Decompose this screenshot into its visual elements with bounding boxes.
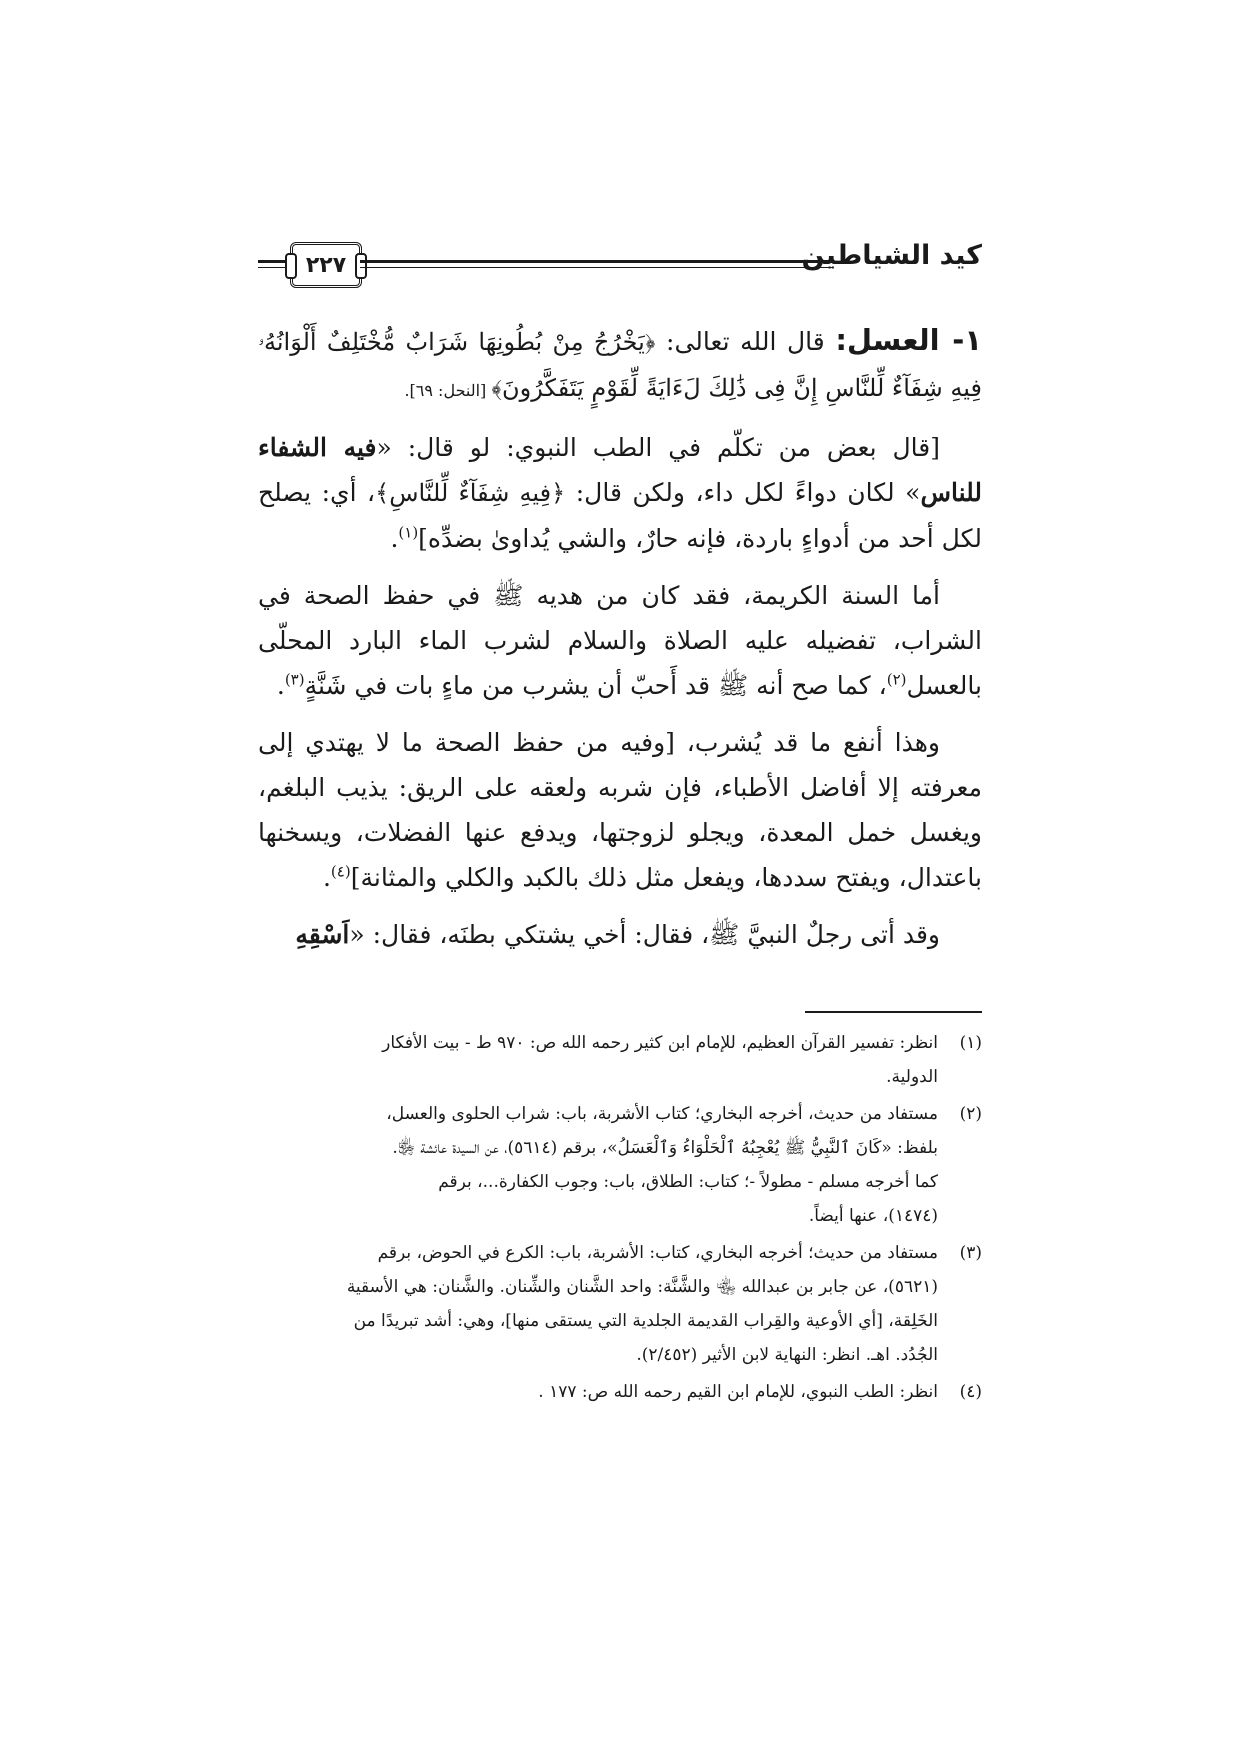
footnote-2 xyxy=(258,1097,982,1233)
header-rule-left xyxy=(258,260,288,268)
text-span: » لكان دواءً لكل داء، ولكن قال: xyxy=(565,478,921,507)
footnote-line: كما أخرجه مسلم - مطولاً -؛ كتاب: الطلاق، باب: وجوب الكفارة...، برقم xyxy=(438,1172,938,1192)
page-number-badge: ٢٢٧ xyxy=(290,242,362,288)
paragraph-honey-verse xyxy=(258,318,982,413)
paragraph-benefits xyxy=(258,720,982,900)
footnote-text xyxy=(258,1375,938,1409)
footnote-text xyxy=(258,1236,938,1372)
text-span: [قال بعض من تكلّم في الطب النبوي: لو قال: « xyxy=(376,433,940,462)
footnote-ref-4[interactable]: (٤) xyxy=(330,862,351,881)
text-span: . xyxy=(276,671,285,700)
text-span: وقد أتى رجلٌ النبيَّ ﷺ، فقال: أخي يشتكي بطنَه، فقال: « xyxy=(349,920,940,949)
footnote-number: (٢) xyxy=(959,1104,982,1124)
footnote-line: مستفاد من حديث؛ أخرجه البخاري، كتاب: الأشربة، باب: الكرع في الحوض، برقم xyxy=(377,1243,938,1263)
footnotes xyxy=(258,1026,982,1412)
paragraph-hadith-start xyxy=(258,912,982,957)
footnote-1 xyxy=(258,1026,982,1094)
running-title: كيد الشياطين xyxy=(801,240,982,271)
paragraph-sunnah xyxy=(258,573,982,708)
verse-reference: [النحل: ٦٩]. xyxy=(404,381,492,400)
footnote-line: بلفظ: «كَانَ ٱلنَّبِيُّ ﷺ يُعْجِبُهُ ٱلْحَلْوَاءُ وَٱلْعَسَلُ»، برقم (٥٦١٤)، عن السيدة عائشة ﵂. xyxy=(392,1138,938,1158)
text-span: ، كما صح أنه ﷺ قد أَحبّ أن يشرب من ماءٍ بات في شَنَّةٍ xyxy=(304,671,887,700)
quran-verse: ﴿يَخْرُجُ مِنْ بُطُونِهَا شَرَابٌ مُّخْتَلِفٌ أَلْوَانُهُۥ فِيهِ شِفَآءٌ لِّلنَّاسِ إِنَّ فِى ذَٰلِكَ لَءَايَةً لِّقَوْمٍ يَتَفَكَّرُونَ﴾ xyxy=(258,328,982,402)
footnote-line: انظر: تفسير القرآن العظيم، للإمام ابن كثير رحمه الله ص: ٩٧٠ ط - بيت الأفكار xyxy=(382,1033,938,1053)
page-header xyxy=(258,240,982,290)
footnote-number: (٣) xyxy=(959,1243,982,1263)
header-rule xyxy=(360,260,832,268)
footnote-line: انظر: الطب النبوي، للإمام ابن القيم رحمه الله ص: ١٧٧ . xyxy=(538,1382,938,1402)
footnote-line: الخَلِقة، [أي الأوعية والقِراب القديمة الجلدية التي يستقى منها]، وهي: أشد تبريدًا من xyxy=(353,1311,938,1331)
footnote-line: الدولية. xyxy=(886,1067,938,1087)
section-heading: ١- العسل: xyxy=(835,323,983,357)
footnote-text xyxy=(258,1026,938,1094)
text-span: . xyxy=(390,524,399,553)
bold-quote: اَسْقِهِ xyxy=(295,920,350,949)
footnote-line: الجُدُد. اهـ. انظر: النهاية لابن الأثير (٢/٤٥٢). xyxy=(636,1345,938,1365)
footnote-ref-3[interactable]: (٣) xyxy=(284,670,305,689)
footnote-line: (١٤٧٤)، عنها أيضاً. xyxy=(808,1206,938,1226)
footnote-separator xyxy=(805,1011,982,1013)
footnote-number: (٤) xyxy=(959,1382,982,1402)
text-span: أما السنة الكريمة، فقد كان من هديه ﷺ في حفظ الصحة في الشراب، تفضيله عليه الصلاة والسلام لشرب الماء البارد المحلّى بالعسل xyxy=(258,581,982,700)
text-span: وهذا أنفع ما قد يُشرب، [وفيه من حفظ الصحة ما لا يهتدي إلى معرفته إلا أفاضل الأطباء، فإن شربه ولعقه على الريق: يذيب البلغم، ويغسل خمل المعدة، ويجلو لزوجتها، ويدفع عنها الفضلات، ويسخنها باعتدال، ويفتح سددها، ويفعل مثل ذلك بالكبد والكلي والمثانة] xyxy=(258,728,982,892)
footnote-3 xyxy=(258,1236,982,1372)
text-span: . xyxy=(322,863,331,892)
quran-fragment: ﴿فِيهِ شِفَآءٌ لِّلنَّاسِ﴾ xyxy=(375,479,566,507)
main-text xyxy=(258,318,982,969)
footnote-text xyxy=(258,1097,938,1233)
footnote-line: (٥٦٢١)، عن جابر بن عبدالله ﵄ والشَّنَّة: واحد الشَّنان والشِّنان. والشَّنان: هي الأسقية xyxy=(346,1277,938,1297)
footnote-number: (١) xyxy=(959,1033,982,1053)
footnote-ref-2[interactable]: (٢) xyxy=(886,670,907,689)
verse-intro: قال الله تعالى: xyxy=(655,327,836,356)
bold-quote: فيه الشفاء للناس xyxy=(258,433,983,507)
paragraph-tibb-quote xyxy=(258,425,982,561)
footnote-ref-1[interactable]: (١) xyxy=(398,523,419,542)
footnote-4 xyxy=(258,1375,982,1409)
text-span: ، أي: يصلح لكل أحد من أدواءٍ باردة، فإنه حارٌ، والشي يُداوىٰ بضدِّه] xyxy=(258,478,982,553)
footnote-line: مستفاد من حديث، أخرجه البخاري؛ كتاب الأشربة، باب: شراب الحلوى والعسل، xyxy=(386,1104,938,1124)
